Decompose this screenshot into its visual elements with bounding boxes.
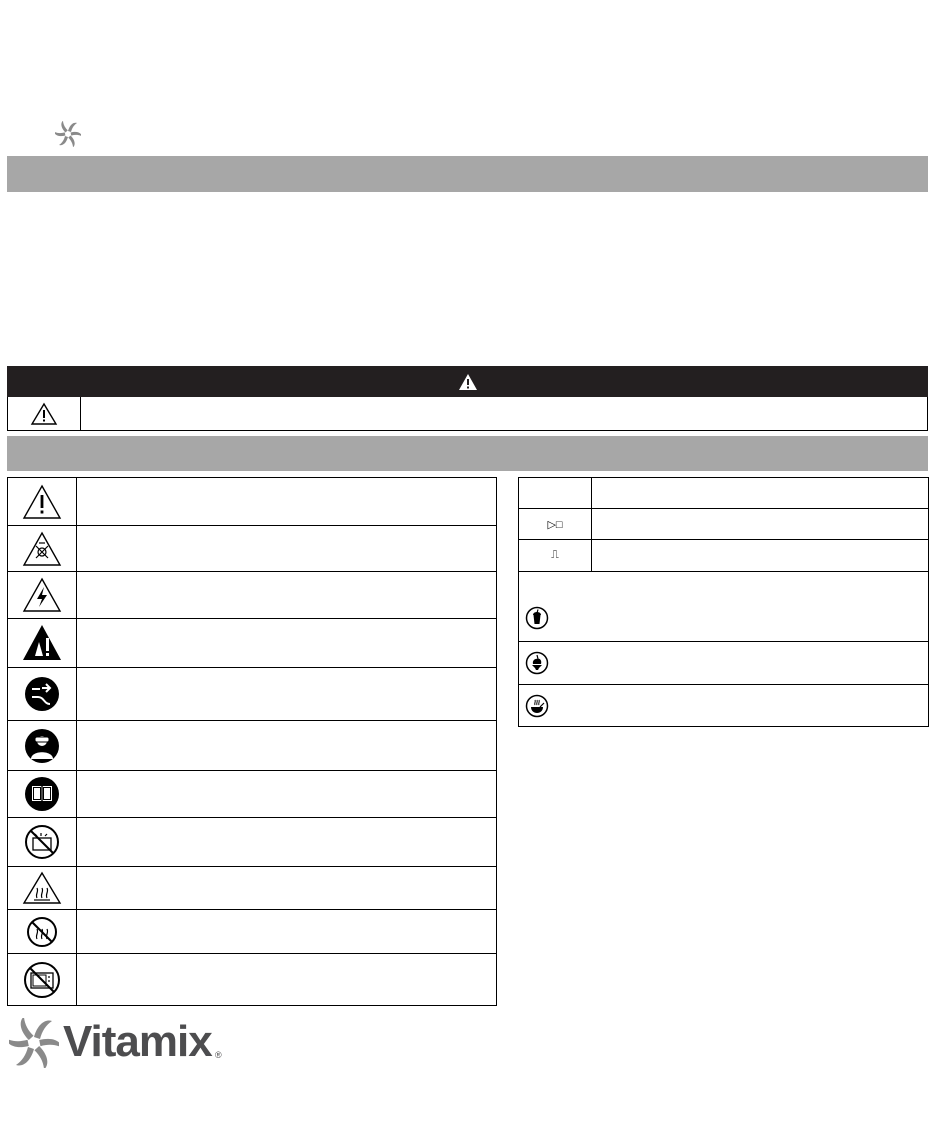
registered-mark: ® <box>215 1050 222 1060</box>
section-header-band <box>7 156 928 192</box>
table-row <box>8 910 497 954</box>
table-row <box>8 572 497 619</box>
table-row <box>519 540 929 572</box>
symbol-description <box>77 526 497 572</box>
table-row <box>519 572 929 642</box>
table-row <box>8 526 497 572</box>
table-row <box>519 685 929 727</box>
hot-soup-program-row <box>519 688 928 724</box>
symbol-description <box>77 771 497 818</box>
vitamix-swirl-icon <box>55 121 81 147</box>
sharp-blades-icon <box>8 619 77 668</box>
no-hot-liquids-icon <box>8 910 77 954</box>
wear-protective-gear-icon <box>8 721 77 771</box>
warning-header-bar <box>7 366 928 397</box>
symbol-description <box>77 867 497 910</box>
symbol-description <box>592 478 929 509</box>
vitamix-brand-logo <box>9 1016 221 1068</box>
frozen-dessert-program-icon <box>525 651 549 675</box>
start-stop-icon: ▷□ <box>519 509 592 540</box>
symbol-description <box>77 721 497 771</box>
symbol-description <box>77 954 497 1006</box>
table-row <box>8 721 497 771</box>
table-row <box>8 818 497 867</box>
table-row <box>8 954 497 1006</box>
symbol-description <box>77 818 497 867</box>
table-row <box>519 642 929 685</box>
electric-shock-icon <box>8 572 77 619</box>
rotating-blades-icon <box>8 526 77 572</box>
warning-row <box>7 397 928 431</box>
symbol-description <box>77 478 497 526</box>
caution-triangle-icon <box>8 397 81 430</box>
table-row <box>8 771 497 818</box>
warning-text <box>81 397 927 430</box>
table-row <box>8 867 497 910</box>
smoothie-program-icon <box>525 606 549 630</box>
hot-surface-icon <box>8 867 77 910</box>
symbol-table-left <box>7 477 497 1006</box>
symbol-description <box>77 910 497 954</box>
blank-symbol <box>519 478 592 509</box>
symbol-description <box>77 668 497 721</box>
table-row <box>8 619 497 668</box>
table-row <box>8 478 497 526</box>
symbol-description <box>77 572 497 619</box>
brand-wordmark: Vitamix <box>63 1017 212 1066</box>
no-microwave-icon <box>8 954 77 1006</box>
symbol-table-right <box>518 477 929 727</box>
table-row <box>519 509 929 540</box>
unplug-icon <box>8 668 77 721</box>
warning-triangle-icon <box>458 373 478 391</box>
pulse-icon: ⎍ <box>519 540 592 572</box>
symbol-description <box>592 509 929 540</box>
symbol-description <box>592 540 929 572</box>
hot-soup-program-icon <box>525 694 549 718</box>
frozen-dessert-program-row <box>519 645 928 681</box>
symbol-description <box>77 619 497 668</box>
read-manual-icon <box>8 771 77 818</box>
table-row <box>8 668 497 721</box>
vitamix-swirl-icon <box>9 1018 59 1068</box>
caution-triangle-icon <box>8 478 77 526</box>
table-row <box>519 478 929 509</box>
symbols-header-band <box>7 436 928 471</box>
smoothie-program-row <box>519 572 928 641</box>
no-dishwasher-icon <box>8 818 77 867</box>
